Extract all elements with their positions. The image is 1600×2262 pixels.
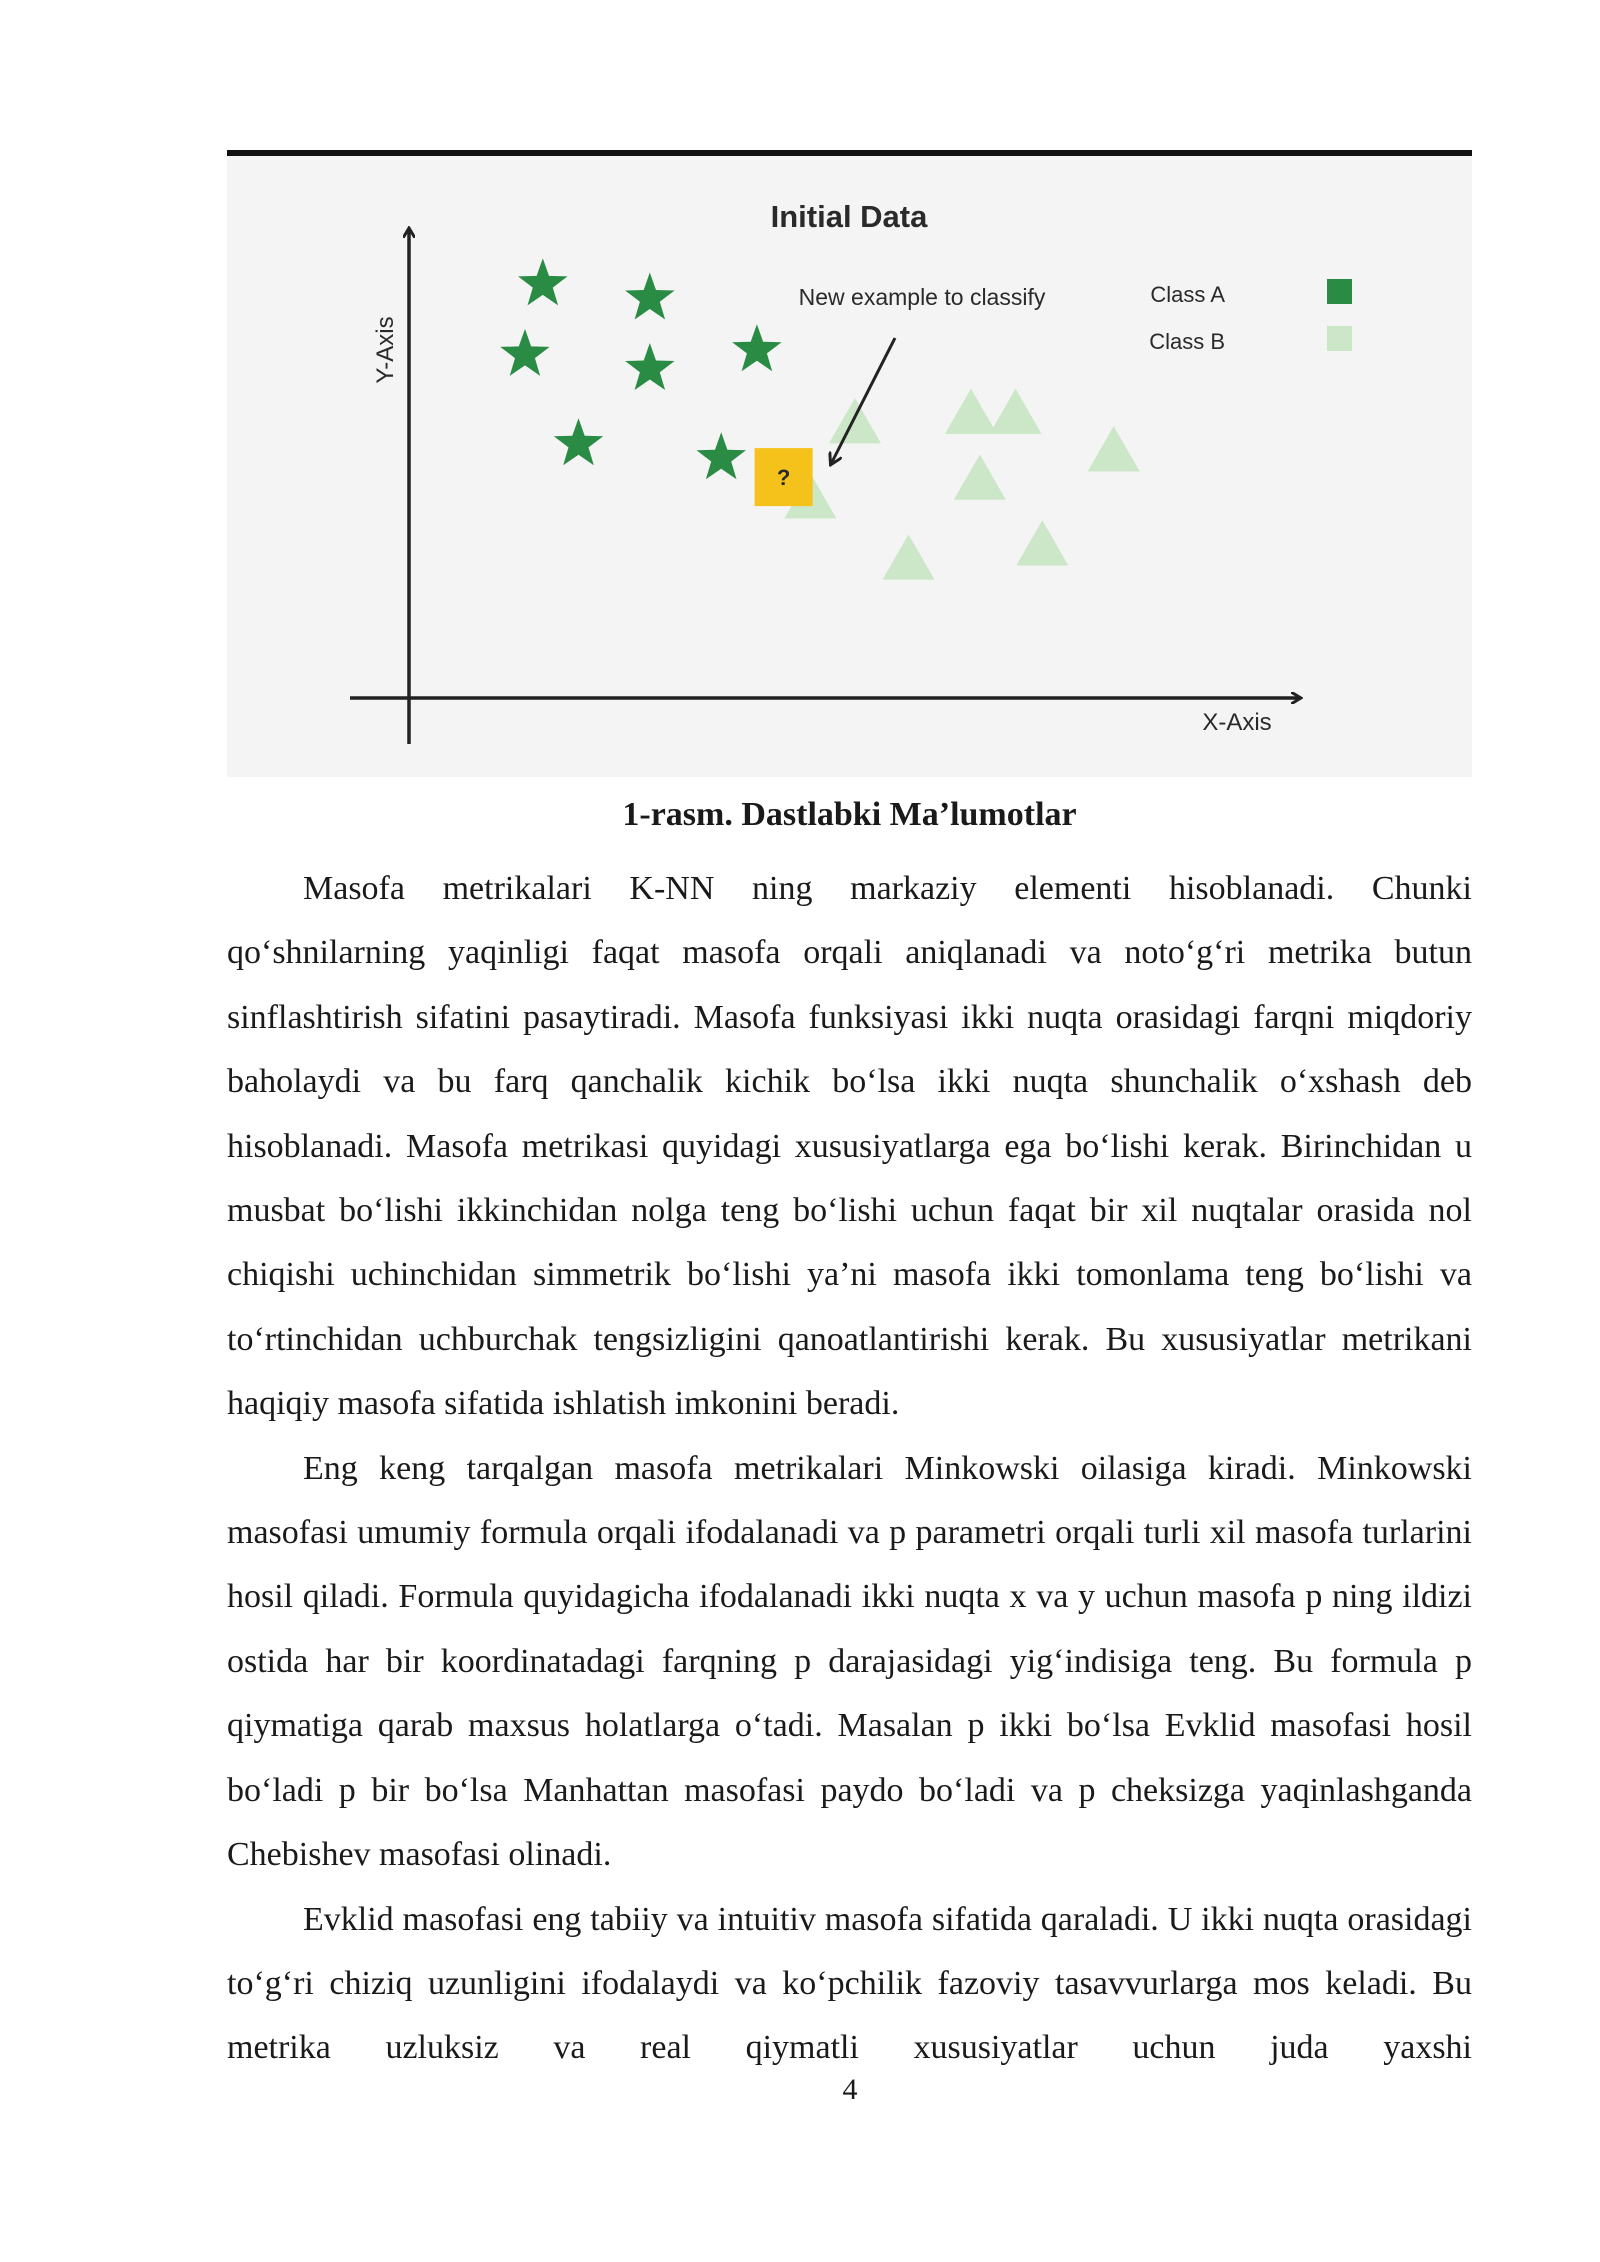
class-a-star-point <box>732 324 781 371</box>
figure-initial-data <box>227 150 1472 777</box>
new-example-label: ? <box>776 465 791 491</box>
class-a-star-point <box>554 418 603 465</box>
class-a-star-point <box>500 329 550 376</box>
scatter-chart <box>227 150 1472 777</box>
page-number: 4 <box>842 2073 858 2106</box>
legend-label-class-b: Class B <box>1149 329 1225 354</box>
legend-swatch-class-b <box>1327 326 1352 351</box>
class-b-triangle-point <box>829 398 881 443</box>
class-a-star-point <box>625 343 675 390</box>
legend-swatch-class-a <box>1327 279 1352 304</box>
class-b-triangle-point <box>1016 520 1068 565</box>
class-a-star-point <box>518 258 567 305</box>
class-b-triangle-point <box>945 389 997 434</box>
x-axis-label: X-Axis <box>1202 709 1272 736</box>
annotation-arrow <box>831 338 895 464</box>
body-text <box>227 857 1472 2081</box>
chart-title: Initial Data <box>770 199 928 234</box>
paragraph: Eng keng tarqalgan masofa metrikalari Minkowski oilasiga kiradi. Minkowski masofasi umumiy formula orqali ifodalanadi va p parametri orqali turli xil masofa turlarini hosil qiladi. Formula quyidagicha ifodalanadi ikki nuqta x va y uchun masofa p ning ildizi ostida har bir koordinatadagi farqning p darajasidagi yig‘indisiga teng. Bu formula p qiymatiga qarab maxsus holatlarga o‘tadi. Masalan p ikki bo‘lsa Evklid masofasi hosil bo‘ladi p bir bo‘lsa Manhattan masofasi paydo bo‘ladi va p cheksizga yaqinlashganda Chebishev masofasi olinadi. <box>227 1449 1472 1874</box>
y-axis-label: Y-Axis <box>372 316 399 384</box>
legend-label-class-a: Class A <box>1150 282 1225 307</box>
paragraph: Evklid masofasi eng tabiiy va intuitiv masofa sifatida qaraladi. U ikki nuqta orasidagi to‘g‘ri chiziq uzunligini ifodalaydi va ko‘pchilik fazoviy tasavvurlarga mos keladi. Bu metrika uzluksiz va real qiymatli xususiyatlar uchun juda yaxshi <box>227 1900 1472 2067</box>
class-a-star-point <box>625 273 675 320</box>
class-b-triangle-point <box>883 534 935 579</box>
paragraph: Masofa metrikalari K-NN ning markaziy elementi hisoblanadi. Chunki qo‘shnilarning yaqinligi faqat masofa orqali aniqlanadi va noto‘g‘ri metrika butun sinflashtirish sifatini pasaytiradi. Masofa funksiyasi ikki nuqta orasidagi farqni miqdoriy baholaydi va bu farq qanchalik kichik bo‘lsa ikki nuqta shunchalik o‘xshash deb hisoblanadi. Masofa metrikasi quyidagi xususiyatlarga ega bo‘lishi kerak. Birinchidan u musbat bo‘lishi ikkinchidan nolga teng bo‘lishi uchun faqat bir xil nuqtalar orasida nol chiqishi uchinchidan simmetrik bo‘lishi ya’ni masofa ikki tomonlama teng bo‘lishi va to‘rtinchidan uchburchak tengsizligini qanoatlantirishi kerak. Bu xususiyatlar metrikani haqiqiy masofa sifatida ishlatish imkonini beradi. <box>227 870 1472 1423</box>
class-a-star-point <box>697 432 746 479</box>
class-b-triangle-point <box>1088 426 1140 471</box>
annotation-text: New example to classify <box>798 284 1046 310</box>
figure-caption: 1-rasm. Dastlabki Ma’lumotlar <box>622 796 1077 833</box>
class-b-triangle-point <box>954 454 1006 499</box>
chart-legend <box>1149 279 1352 354</box>
class-b-triangle-point <box>990 389 1042 434</box>
